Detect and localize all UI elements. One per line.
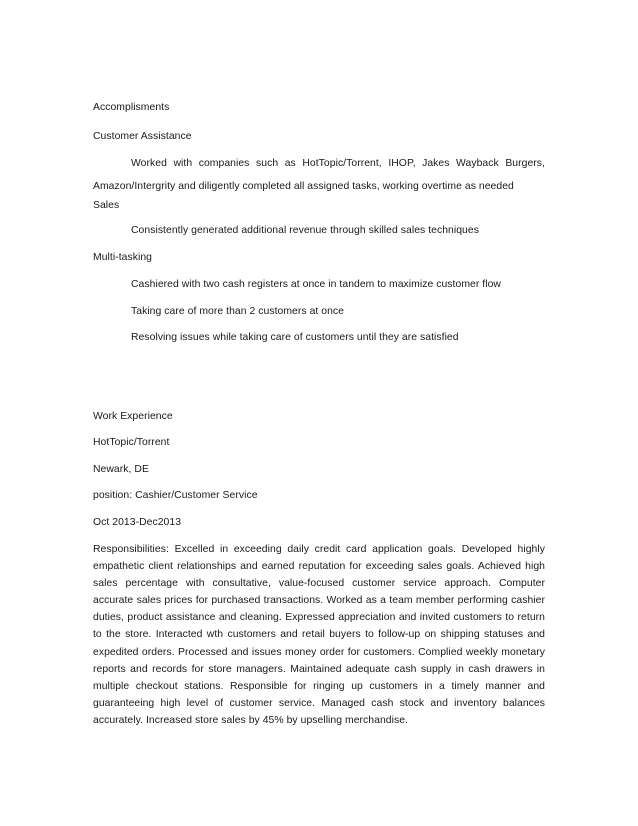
customer-assistance-heading: Customer Assistance (93, 131, 192, 142)
job-location: Newark, DE (93, 464, 149, 475)
sales-heading: Sales (93, 200, 120, 211)
work-experience-heading: Work Experience (93, 411, 173, 422)
job-responsibilities: Responsibilities: Excelled in exceeding daily credit card application goals. Developed highly empathetic client relationships and earned reputation for exceeding sales goals. Achieved high sales percentage with consultative, value-focused customer service approach. Computer accurate sales prices for purchased transactions. Worked as a team member performing cashier duties, product assistance and cleaning. Expressed appreciation and invited customers to return to the store. Interacted wth customers and retail buyers to follow-up on shipping statuses and expedited orders. Processed and issues money order for customers. Complied weekly monetary reports and records for store managers. Maintained adequate cash supply in cash drawers in multiple checkout stations. Responsible for ringing up customers in a timely manner and guaranteeing high level of customer service. Managed cash stock and inventory balances accurately. Increased store sales by 45% by upselling merchandise. (93, 544, 545, 726)
multitasking-item: Resolving issues while taking care of customers until they are satisfied (131, 332, 459, 343)
sales-text: Consistently generated additional revenue through skilled sales techniques (131, 225, 479, 236)
employer-name: HotTopic/Torrent (93, 437, 170, 448)
job-position: position: Cashier/Customer Service (93, 490, 258, 501)
job-dates: Oct 2013-Dec2013 (93, 517, 182, 528)
multitasking-heading: Multi-tasking (93, 252, 152, 263)
accomplishments-heading: Accomplisments (93, 102, 170, 113)
customer-assistance-text: Worked with companies such as HotTopic/Torrent, IHOP, Jakes Wayback Burgers, Amazon/Intergrity and diligently completed all assigned tasks, working overtime as needed (93, 158, 545, 192)
multitasking-item: Cashiered with two cash registers at once in tandem to maximize customer flow (131, 279, 501, 290)
multitasking-item: Taking care of more than 2 customers at once (131, 306, 345, 317)
